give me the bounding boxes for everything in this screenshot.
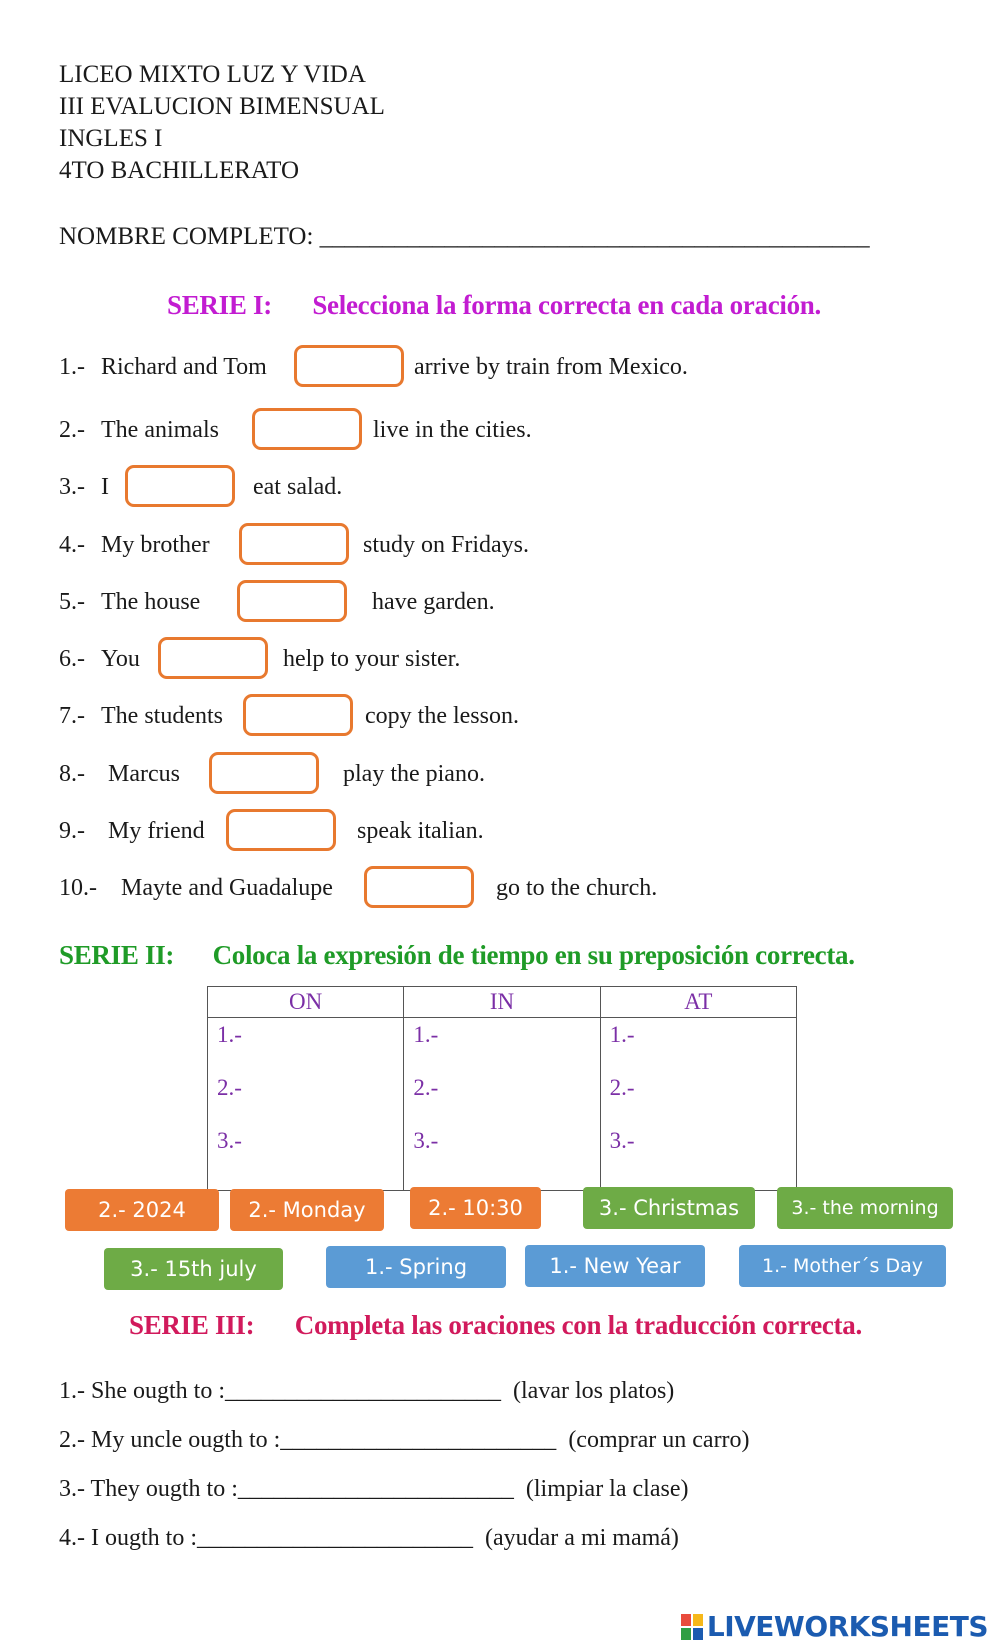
liveworksheets-logo xyxy=(681,1610,988,1643)
sentence-4 xyxy=(59,1525,679,1552)
serie3-title xyxy=(129,1310,862,1341)
chip-new-year[interactable]: 1.- New Year xyxy=(525,1245,705,1287)
row-label: 3.- xyxy=(217,1128,242,1153)
row-label: 3.- xyxy=(413,1128,439,1153)
chip-monday[interactable]: 2.- Monday xyxy=(230,1189,384,1231)
question-rest: live in the cities. xyxy=(373,417,532,443)
school-name: LICEO MIXTO LUZ Y VIDA xyxy=(59,61,366,88)
column-on: ON xyxy=(208,987,404,1018)
question-subject: Mayte and Guadalupe xyxy=(121,875,333,901)
answer-box-7[interactable] xyxy=(243,694,353,736)
sentence-text[interactable]: 4.- I ougth to :_______________________ xyxy=(59,1525,473,1551)
row-label: 3.- xyxy=(609,1128,635,1153)
drop-zone-at[interactable] xyxy=(600,1018,796,1191)
serie3-instruction: Completa las oraciones con la traducción correcta. xyxy=(294,1310,862,1340)
serie3-number: SERIE III: xyxy=(129,1310,255,1340)
serie1-number: SERIE I: xyxy=(167,290,272,320)
sentence-3 xyxy=(59,1476,688,1503)
question-number: 10.- xyxy=(59,875,97,901)
column-in: IN xyxy=(404,987,600,1018)
answer-box-9[interactable] xyxy=(226,809,336,851)
column-at: AT xyxy=(600,987,796,1018)
question-number: 4.- xyxy=(59,532,85,558)
question-subject: Marcus xyxy=(108,761,180,787)
subject: INGLES I xyxy=(59,125,163,152)
question-subject: My friend xyxy=(108,818,205,844)
question-subject: The students xyxy=(101,703,223,729)
answer-box-8[interactable] xyxy=(209,752,319,794)
logo-text: LIVEWORKSHEETS xyxy=(706,1610,988,1643)
question-subject: The house xyxy=(101,589,201,615)
question-number: 1.- xyxy=(59,354,85,380)
answer-box-6[interactable] xyxy=(158,637,268,679)
sentence-1 xyxy=(59,1378,674,1405)
exam-title: III EVALUCION BIMENSUAL xyxy=(59,93,385,120)
preposition-table xyxy=(207,986,797,1191)
row-label: 2.- xyxy=(609,1075,635,1100)
sentence-hint: (ayudar a mi mamá) xyxy=(485,1525,679,1551)
question-subject: I xyxy=(101,474,109,500)
sentence-hint: (comprar un carro) xyxy=(568,1427,750,1453)
question-subject: My brother xyxy=(101,532,210,558)
serie1-title xyxy=(167,290,821,321)
sentence-hint: (lavar los platos) xyxy=(513,1378,675,1404)
question-number: 2.- xyxy=(59,417,85,443)
question-rest: arrive by train from Mexico. xyxy=(414,354,688,380)
serie2-number: SERIE II: xyxy=(59,940,175,970)
question-number: 7.- xyxy=(59,703,85,729)
serie2-instruction: Coloca la expresión de tiempo en su preposición correcta. xyxy=(212,940,855,970)
grade: 4TO BACHILLERATO xyxy=(59,157,300,184)
chip-2024[interactable]: 2.- 2024 xyxy=(65,1189,219,1231)
serie1-instruction: Selecciona la forma correcta en cada oración. xyxy=(312,290,821,320)
question-rest: play the piano. xyxy=(343,761,485,787)
sentence-text[interactable]: 2.- My uncle ougth to :_______________________ xyxy=(59,1427,557,1453)
question-number: 3.- xyxy=(59,474,85,500)
name-label: NOMBRE COMPLETO: ____________________________________________ xyxy=(59,223,870,250)
question-number: 5.- xyxy=(59,589,85,615)
question-rest: have garden. xyxy=(372,589,495,615)
question-rest: copy the lesson. xyxy=(365,703,519,729)
question-number: 6.- xyxy=(59,646,85,672)
answer-box-10[interactable] xyxy=(364,866,474,908)
question-subject: You xyxy=(101,646,140,672)
drop-zone-in[interactable] xyxy=(404,1018,600,1191)
question-number: 9.- xyxy=(59,818,85,844)
question-number: 8.- xyxy=(59,761,85,787)
chip-the-morning[interactable]: 3.- the morning xyxy=(777,1187,953,1229)
chip-mothers-day[interactable]: 1.- Mother´s Day xyxy=(739,1245,946,1287)
chip-spring[interactable]: 1.- Spring xyxy=(326,1246,506,1288)
chip-christmas[interactable]: 3.- Christmas xyxy=(583,1187,755,1229)
sentence-text[interactable]: 3.- They ougth to :_______________________ xyxy=(59,1476,514,1502)
question-rest: study on Fridays. xyxy=(363,532,530,558)
answer-box-5[interactable] xyxy=(237,580,347,622)
drop-zone-on[interactable] xyxy=(208,1018,404,1191)
sentence-hint: (limpiar la clase) xyxy=(525,1476,689,1502)
question-rest: speak italian. xyxy=(357,818,484,844)
row-label: 2.- xyxy=(217,1075,242,1100)
answer-box-2[interactable] xyxy=(252,408,362,450)
answer-box-4[interactable] xyxy=(239,523,349,565)
row-label: 1.- xyxy=(413,1022,439,1047)
question-subject: The animals xyxy=(101,417,219,443)
row-label: 1.- xyxy=(217,1022,242,1047)
chip-15th-july[interactable]: 3.- 15th july xyxy=(104,1248,283,1290)
question-rest: help to your sister. xyxy=(283,646,461,672)
question-rest: eat salad. xyxy=(253,474,343,500)
logo-mark-icon xyxy=(681,1614,703,1640)
row-label: 2.- xyxy=(413,1075,439,1100)
row-label: 1.- xyxy=(609,1022,635,1047)
sentence-2 xyxy=(59,1427,750,1454)
answer-box-1[interactable] xyxy=(294,345,404,387)
question-subject: Richard and Tom xyxy=(101,354,267,380)
question-rest: go to the church. xyxy=(496,875,658,901)
answer-box-3[interactable] xyxy=(125,465,235,507)
sentence-text[interactable]: 1.- She ougth to :_______________________ xyxy=(59,1378,501,1404)
chip-1030[interactable]: 2.- 10:30 xyxy=(410,1187,541,1229)
serie2-title xyxy=(59,940,855,971)
